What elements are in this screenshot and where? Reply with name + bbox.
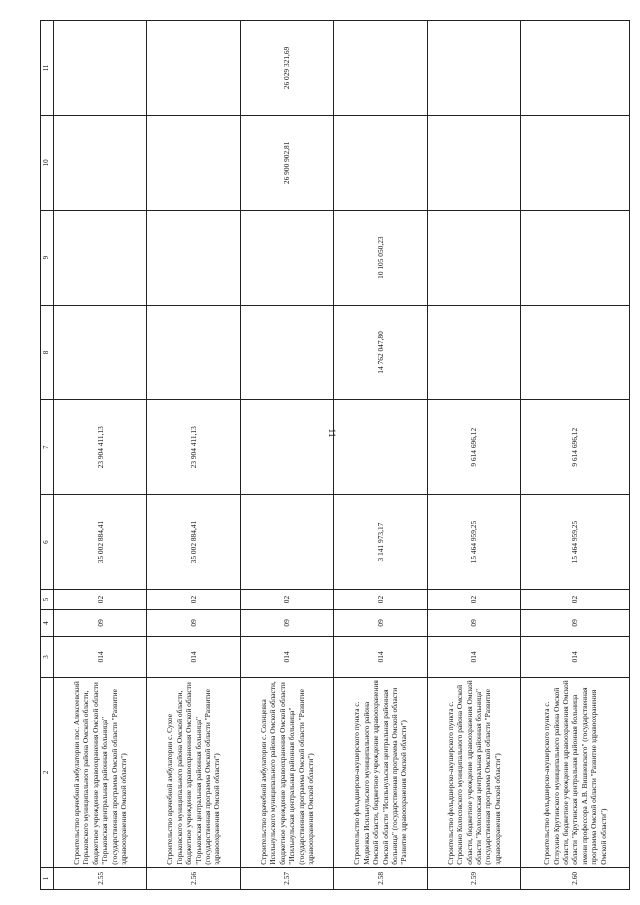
amount-cell (240, 400, 333, 495)
column-header: 11 (41, 21, 54, 116)
amount-cell (240, 495, 333, 590)
code-cell: 02 (240, 589, 333, 609)
amount-cell (147, 21, 240, 116)
amount-cell: 26 029 321,69 (240, 21, 333, 116)
table-row (427, 21, 520, 890)
row-description: Строительство врачебной амбулатории с. Сухое Горьковского муниципального района Омской области, бюджетное учреждение здравоохранения Омской области "Горьковская центральная районная больница" (государственная программа Омской области "Развитие здравоохранения Омской области") (147, 678, 240, 868)
column-header: 6 (41, 495, 54, 590)
row-number: 2.59 (427, 867, 520, 889)
amount-cell (427, 115, 520, 210)
amount-cell (240, 305, 333, 400)
row-description: Строительство врачебной амбулатории пос. Алексеевский Горьковского муниципального района Омской области, бюджетное учреждение здравоохранения Омской области "Горьковская центральная районная больница" (государственная программа Омской области "Развитие здравоохранения Омской области") (54, 678, 147, 868)
amount-cell (54, 115, 147, 210)
table-row (147, 21, 240, 890)
amount-cell: 15 464 959,25 (521, 495, 630, 590)
code-cell: 014 (54, 636, 147, 677)
amount-cell (427, 210, 520, 305)
amount-cell (54, 21, 147, 116)
code-cell: 09 (147, 610, 240, 637)
code-cell: 02 (334, 589, 427, 609)
row-description: Строительство фельдшерско-акушерского пункта с. Медвежка Исильнульского муниципального района Омской области, бюджетное учреждение здравоохранения Омской области "Исильнульская центральная районная больница" (государственная программа Омской области "Развитие здравоохранения Омской области") (334, 678, 427, 868)
column-header: 3 (41, 636, 54, 677)
row-number: 2.60 (521, 867, 630, 889)
amount-cell: 23 904 411,13 (147, 400, 240, 495)
column-header: 1 (41, 867, 54, 889)
amount-cell (334, 21, 427, 116)
table-row (54, 21, 147, 890)
column-header: 8 (41, 305, 54, 400)
amount-cell (147, 115, 240, 210)
table-row (521, 21, 630, 890)
budget-table (40, 20, 630, 890)
amount-cell (54, 210, 147, 305)
column-header: 10 (41, 115, 54, 210)
code-cell: 09 (334, 610, 427, 637)
amount-cell (334, 400, 427, 495)
amount-cell: 26 900 902,81 (240, 115, 333, 210)
column-header: 4 (41, 610, 54, 637)
code-cell: 014 (334, 636, 427, 677)
row-number: 2.56 (147, 867, 240, 889)
code-cell: 09 (427, 610, 520, 637)
code-cell: 02 (521, 589, 630, 609)
code-cell: 09 (240, 610, 333, 637)
table-row (240, 21, 333, 890)
code-cell: 09 (54, 610, 147, 637)
amount-cell: 9 614 696,12 (427, 400, 520, 495)
amount-cell: 10 105 050,23 (334, 210, 427, 305)
column-header: 9 (41, 210, 54, 305)
row-number: 2.58 (334, 867, 427, 889)
amount-cell (521, 21, 630, 116)
code-cell: 014 (240, 636, 333, 677)
amount-cell: 14 762 047,80 (334, 305, 427, 400)
amount-cell (521, 210, 630, 305)
amount-cell: 3 141 973,17 (334, 495, 427, 590)
code-cell: 014 (147, 636, 240, 677)
page-number: 11 (327, 428, 337, 438)
row-description: Строительство фельдшерско-акушерского пункта с. Оглухино Крутинского муниципального района Омской области, бюджетное учреждение здравоохранения Омской области "Крутинская центральная районная больница имени профессора А.В. Вишневского" (государственная программа Омской области "Развитие здравоохранения Омской области") (521, 678, 630, 868)
row-description: Строительство врачебной амбулатории с. Солнцевка Исильнульского муниципального района Омской области, бюджетное учреждение здравоохранения Омской области "Исильнульская центральная районная больница" (государственная программа Омской области "Развитие здравоохранения Омской области") (240, 678, 333, 868)
amount-cell: 9 614 696,12 (521, 400, 630, 495)
row-number: 2.57 (240, 867, 333, 889)
code-cell: 014 (427, 636, 520, 677)
amount-cell (427, 305, 520, 400)
table-row (334, 21, 427, 890)
row-description: Строительство фельдшерско-акушерского пункта с. Строкино Колосовского муниципального района Омской области, бюджетное учреждение здравоохранения Омской области "Колосовская центральная районная больница" (государственная программа Омской области "Развитие здравоохранения Омской области") (427, 678, 520, 868)
code-cell: 02 (427, 589, 520, 609)
code-cell: 02 (54, 589, 147, 609)
column-header: 7 (41, 400, 54, 495)
column-header: 2 (41, 678, 54, 868)
amount-cell (521, 305, 630, 400)
amount-cell: 15 464 959,25 (427, 495, 520, 590)
table-header (41, 21, 54, 890)
amount-cell (54, 305, 147, 400)
amount-cell (240, 210, 333, 305)
code-cell: 09 (521, 610, 630, 637)
amount-cell: 35 002 884,41 (54, 495, 147, 590)
amount-cell: 23 904 411,13 (54, 400, 147, 495)
column-header: 5 (41, 589, 54, 609)
amount-cell (427, 21, 520, 116)
amount-cell (147, 305, 240, 400)
code-cell: 014 (521, 636, 630, 677)
amount-cell (334, 115, 427, 210)
amount-cell: 35 002 884,41 (147, 495, 240, 590)
code-cell: 02 (147, 589, 240, 609)
amount-cell (521, 115, 630, 210)
amount-cell (147, 210, 240, 305)
rotated-table-container (40, 20, 630, 890)
row-number: 2.55 (54, 867, 147, 889)
